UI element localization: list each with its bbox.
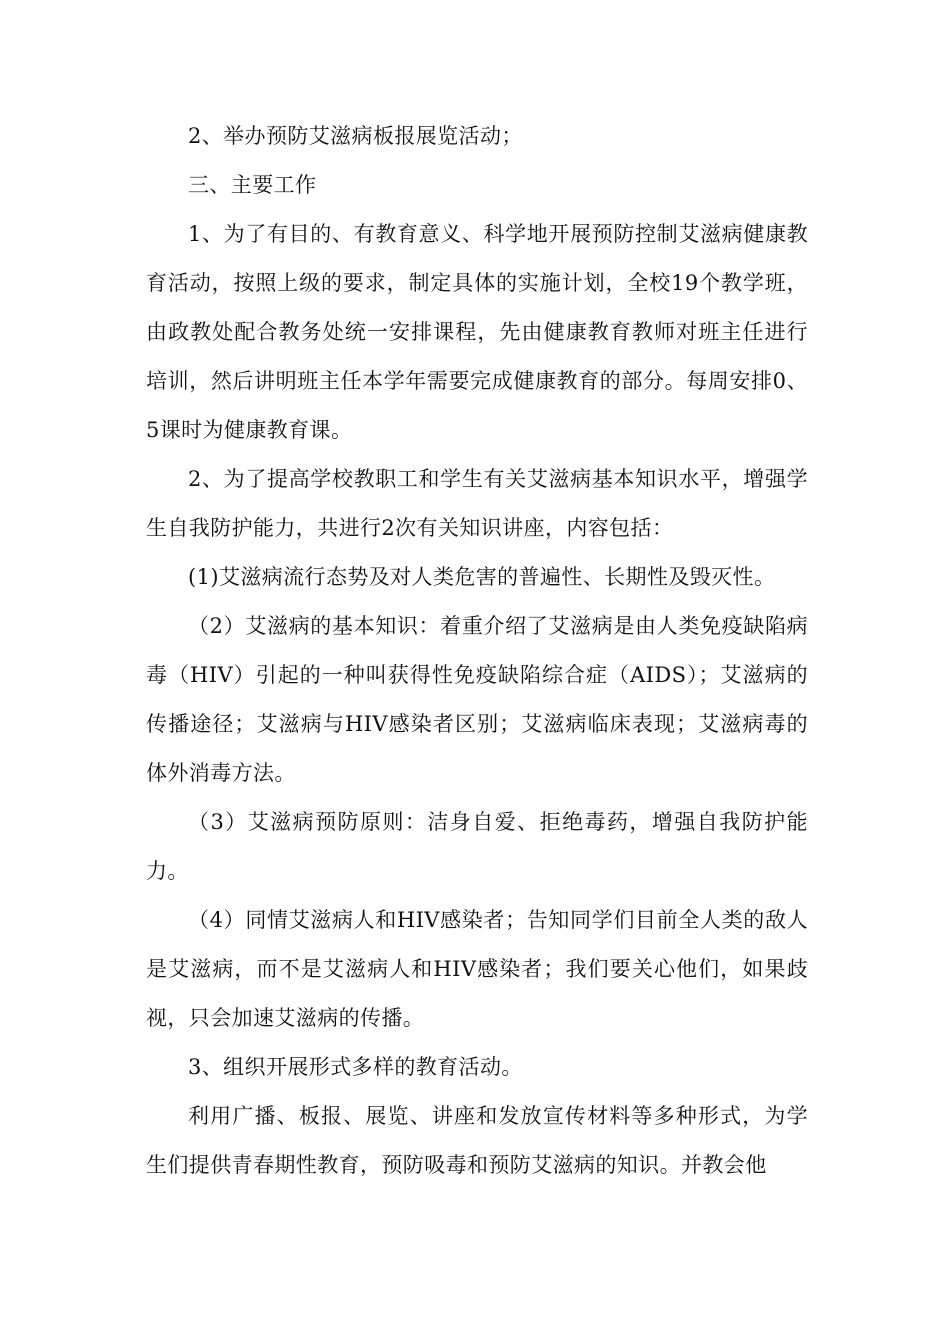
list-item-sympathy: （4）同情艾滋病人和HIV感染者；告知同学们目前全人类的敌人是艾滋病，而不是艾滋病人和HIV感染者；我们要关心他们，如果歧视，只会加速艾滋病的传播。: [146, 908, 808, 1030]
list-item-epidemic-trend: (1)艾滋病流行态势及对人类危害的普遍性、长期性及毁灭性。: [188, 565, 776, 589]
section-heading-main-work: 三、主要工作: [188, 173, 317, 197]
paragraph-board-exhibition: 2、举办预防艾滋病板报展览活动；: [188, 124, 523, 148]
paragraph-lectures: 2、为了提高学校教职工和学生有关艾滋病基本知识水平，增强学生自我防护能力，共进行2次有关知识讲座，内容包括：: [146, 467, 808, 540]
list-item-basic-knowledge: （2）艾滋病的基本知识：着重介绍了艾滋病是由人类免疫缺陷病毒（HIV）引起的一种叫获得性免疫缺陷综合症（AIDS）；艾滋病的传播途径；艾滋病与HIV感染者区别；艾滋病临床表现；艾滋病毒的体外消毒方法。: [146, 614, 808, 785]
paragraph-education-activities: 3、组织开展形式多样的教育活动。: [188, 1055, 523, 1079]
document-body: [146, 112, 808, 1190]
paragraph-teaching-plan: 1、为了有目的、有教育意义、科学地开展预防控制艾滋病健康教育活动，按照上级的要求，制定具体的实施计划，全校19个教学班，由政教处配合教务处统一安排课程，先由健康教育教师对班主任进行培训，然后讲明班主任本学年需要完成健康教育的部分。每周安排0、5课时为健康教育课。: [146, 222, 808, 442]
list-item-prevention-principles: （3）艾滋病预防原则：洁身自爱、拒绝毒药，增强自我防护能力。: [146, 810, 808, 883]
paragraph-media-forms: 利用广播、板报、展览、讲座和发放宣传材料等多种形式，为学生们提供青春期性教育，预防吸毒和预防艾滋病的知识。并教会他: [146, 1104, 808, 1177]
